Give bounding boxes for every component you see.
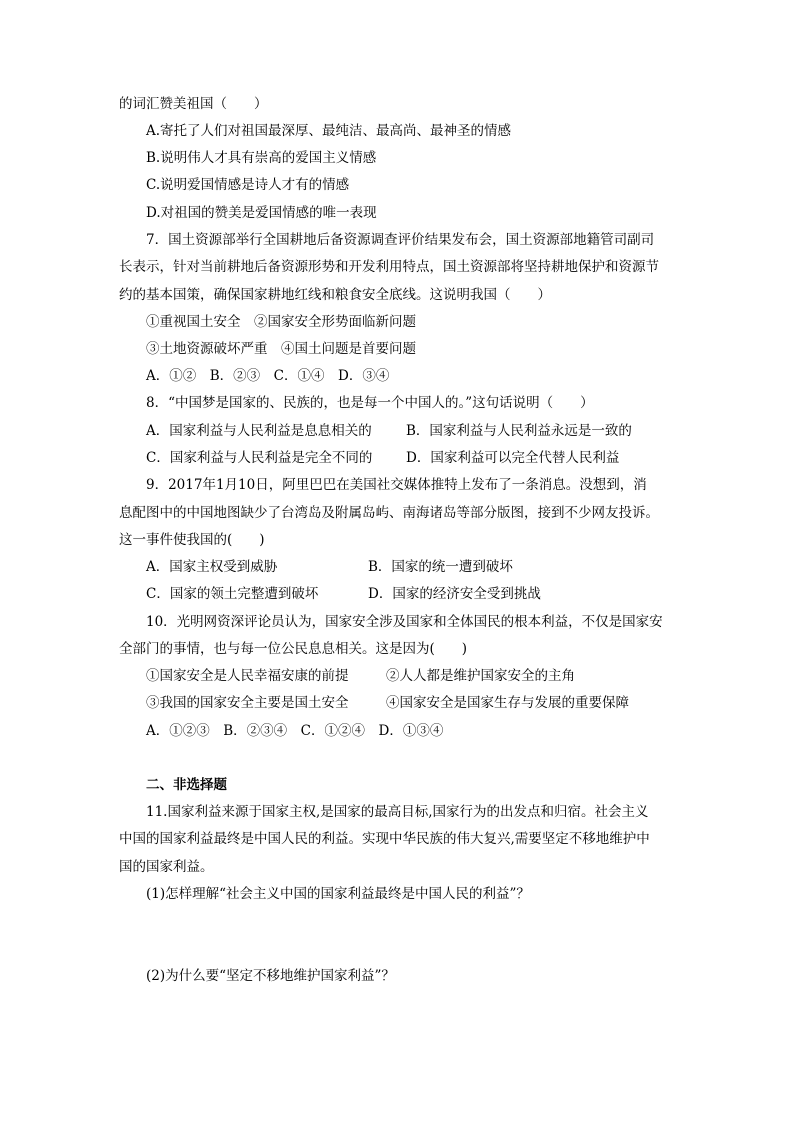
q7-stem-line-2: 长表示，针对当前耕地后备资源形势和开发利用特点，国土资源部将坚持耕地保护和资源节 <box>119 259 659 275</box>
q11-stem-line-1: 11.国家利益来源于国家主权,是国家的最高目标,国家行为的出发点和归宿。社会主义 <box>146 804 649 820</box>
q10-statement-1: ①国家安全是人民幸福安康的前提 <box>146 668 349 684</box>
q7-options: A．①② B．②③ C．①④ D．③④ <box>146 368 390 384</box>
q9-option-a: A．国家主权受到威胁 <box>146 559 278 575</box>
q8-option-b: B．国家利益与人民利益永远是一致的 <box>406 423 632 439</box>
q9-stem-line-2: 息配图中的中国地图缺少了台湾岛及附属岛屿、南海诸岛等部分版图，接到不少网友投诉。 <box>119 505 659 521</box>
q7-statements-2: ③土地资源破坏严重 ④国土问题是首要问题 <box>146 341 416 357</box>
q11-subquestion-2: (2)为什么要“坚定不移地维护国家利益”？ <box>146 968 395 984</box>
q6-option-d: D.对祖国的赞美是爱国情感的唯一表现 <box>146 205 377 221</box>
q6-stem-tail: 的词汇赞美祖国（ ） <box>119 96 268 112</box>
q7-stem-line-3: 约的基本国策，确保国家耕地红线和粮食安全底线。这说明我国（ ） <box>119 287 551 303</box>
section-heading: 二、非选择题 <box>146 777 227 793</box>
q9-option-b: B．国家的统一遭到破坏 <box>368 559 513 575</box>
q9-stem-line-1: 9．2017年1月10日，阿里巴巴在美国社交媒体推特上发布了一条消息。没想到，消 <box>146 477 647 493</box>
q7-stem-line-1: 7．国土资源部举行全国耕地后备资源调查评价结果发布会，国土资源部地籍管司副司 <box>146 232 655 248</box>
q9-stem-line-3: 这一事件使我国的( ) <box>119 532 265 548</box>
q11-stem-line-3: 国的国家利益。 <box>119 859 214 875</box>
q8-option-c: C．国家利益与人民利益是完全不同的 <box>146 450 373 466</box>
q10-statement-2: ②人人都是维护国家安全的主角 <box>386 668 575 684</box>
q11-stem-line-2: 中国的国家利益最终是中国人民的利益。实现中华民族的伟大复兴,需要坚定不移地维护中 <box>119 831 650 847</box>
q10-statement-4: ④国家安全是国家生存与发展的重要保障 <box>386 695 629 711</box>
q9-option-d: D．国家的经济安全受到挑战 <box>368 586 541 602</box>
q6-option-b: B.说明伟人才具有崇高的爱国主义情感 <box>146 150 377 166</box>
q7-statements-1: ①重视国土安全 ②国家安全形势面临新问题 <box>146 314 416 330</box>
q11-subquestion-1: (1)怎样理解“社会主义中国的国家利益最终是中国人民的利益”？ <box>146 886 530 902</box>
q9-option-c: C．国家的领土完整遭到破坏 <box>146 586 319 602</box>
q8-stem: 8．“中国梦是国家的、民族的，也是每一个中国人的。”这句话说明（ ） <box>146 395 594 411</box>
q10-statement-3: ③我国的国家安全主要是国土安全 <box>146 695 349 711</box>
q10-options: A．①②③ B．②③④ C．①②④ D．①③④ <box>146 723 444 739</box>
q6-option-c: C.说明爱国情感是诗人才有的情感 <box>146 177 350 193</box>
q8-option-d: D．国家利益可以完全代替人民利益 <box>406 450 620 466</box>
q10-stem-line-2: 全部门的事情，也与每一位公民息息相关。这是因为( ) <box>119 641 468 657</box>
q8-option-a: A．国家利益与人民利益是息息相关的 <box>146 423 372 439</box>
q10-stem-line-1: 10．光明网资深评论员认为，国家安全涉及国家和全体国民的根本利益，不仅是国家安 <box>146 614 663 630</box>
q6-option-a: A.寄托了人们对祖国最深厚、最纯洁、最高尚、最神圣的情感 <box>146 123 512 139</box>
